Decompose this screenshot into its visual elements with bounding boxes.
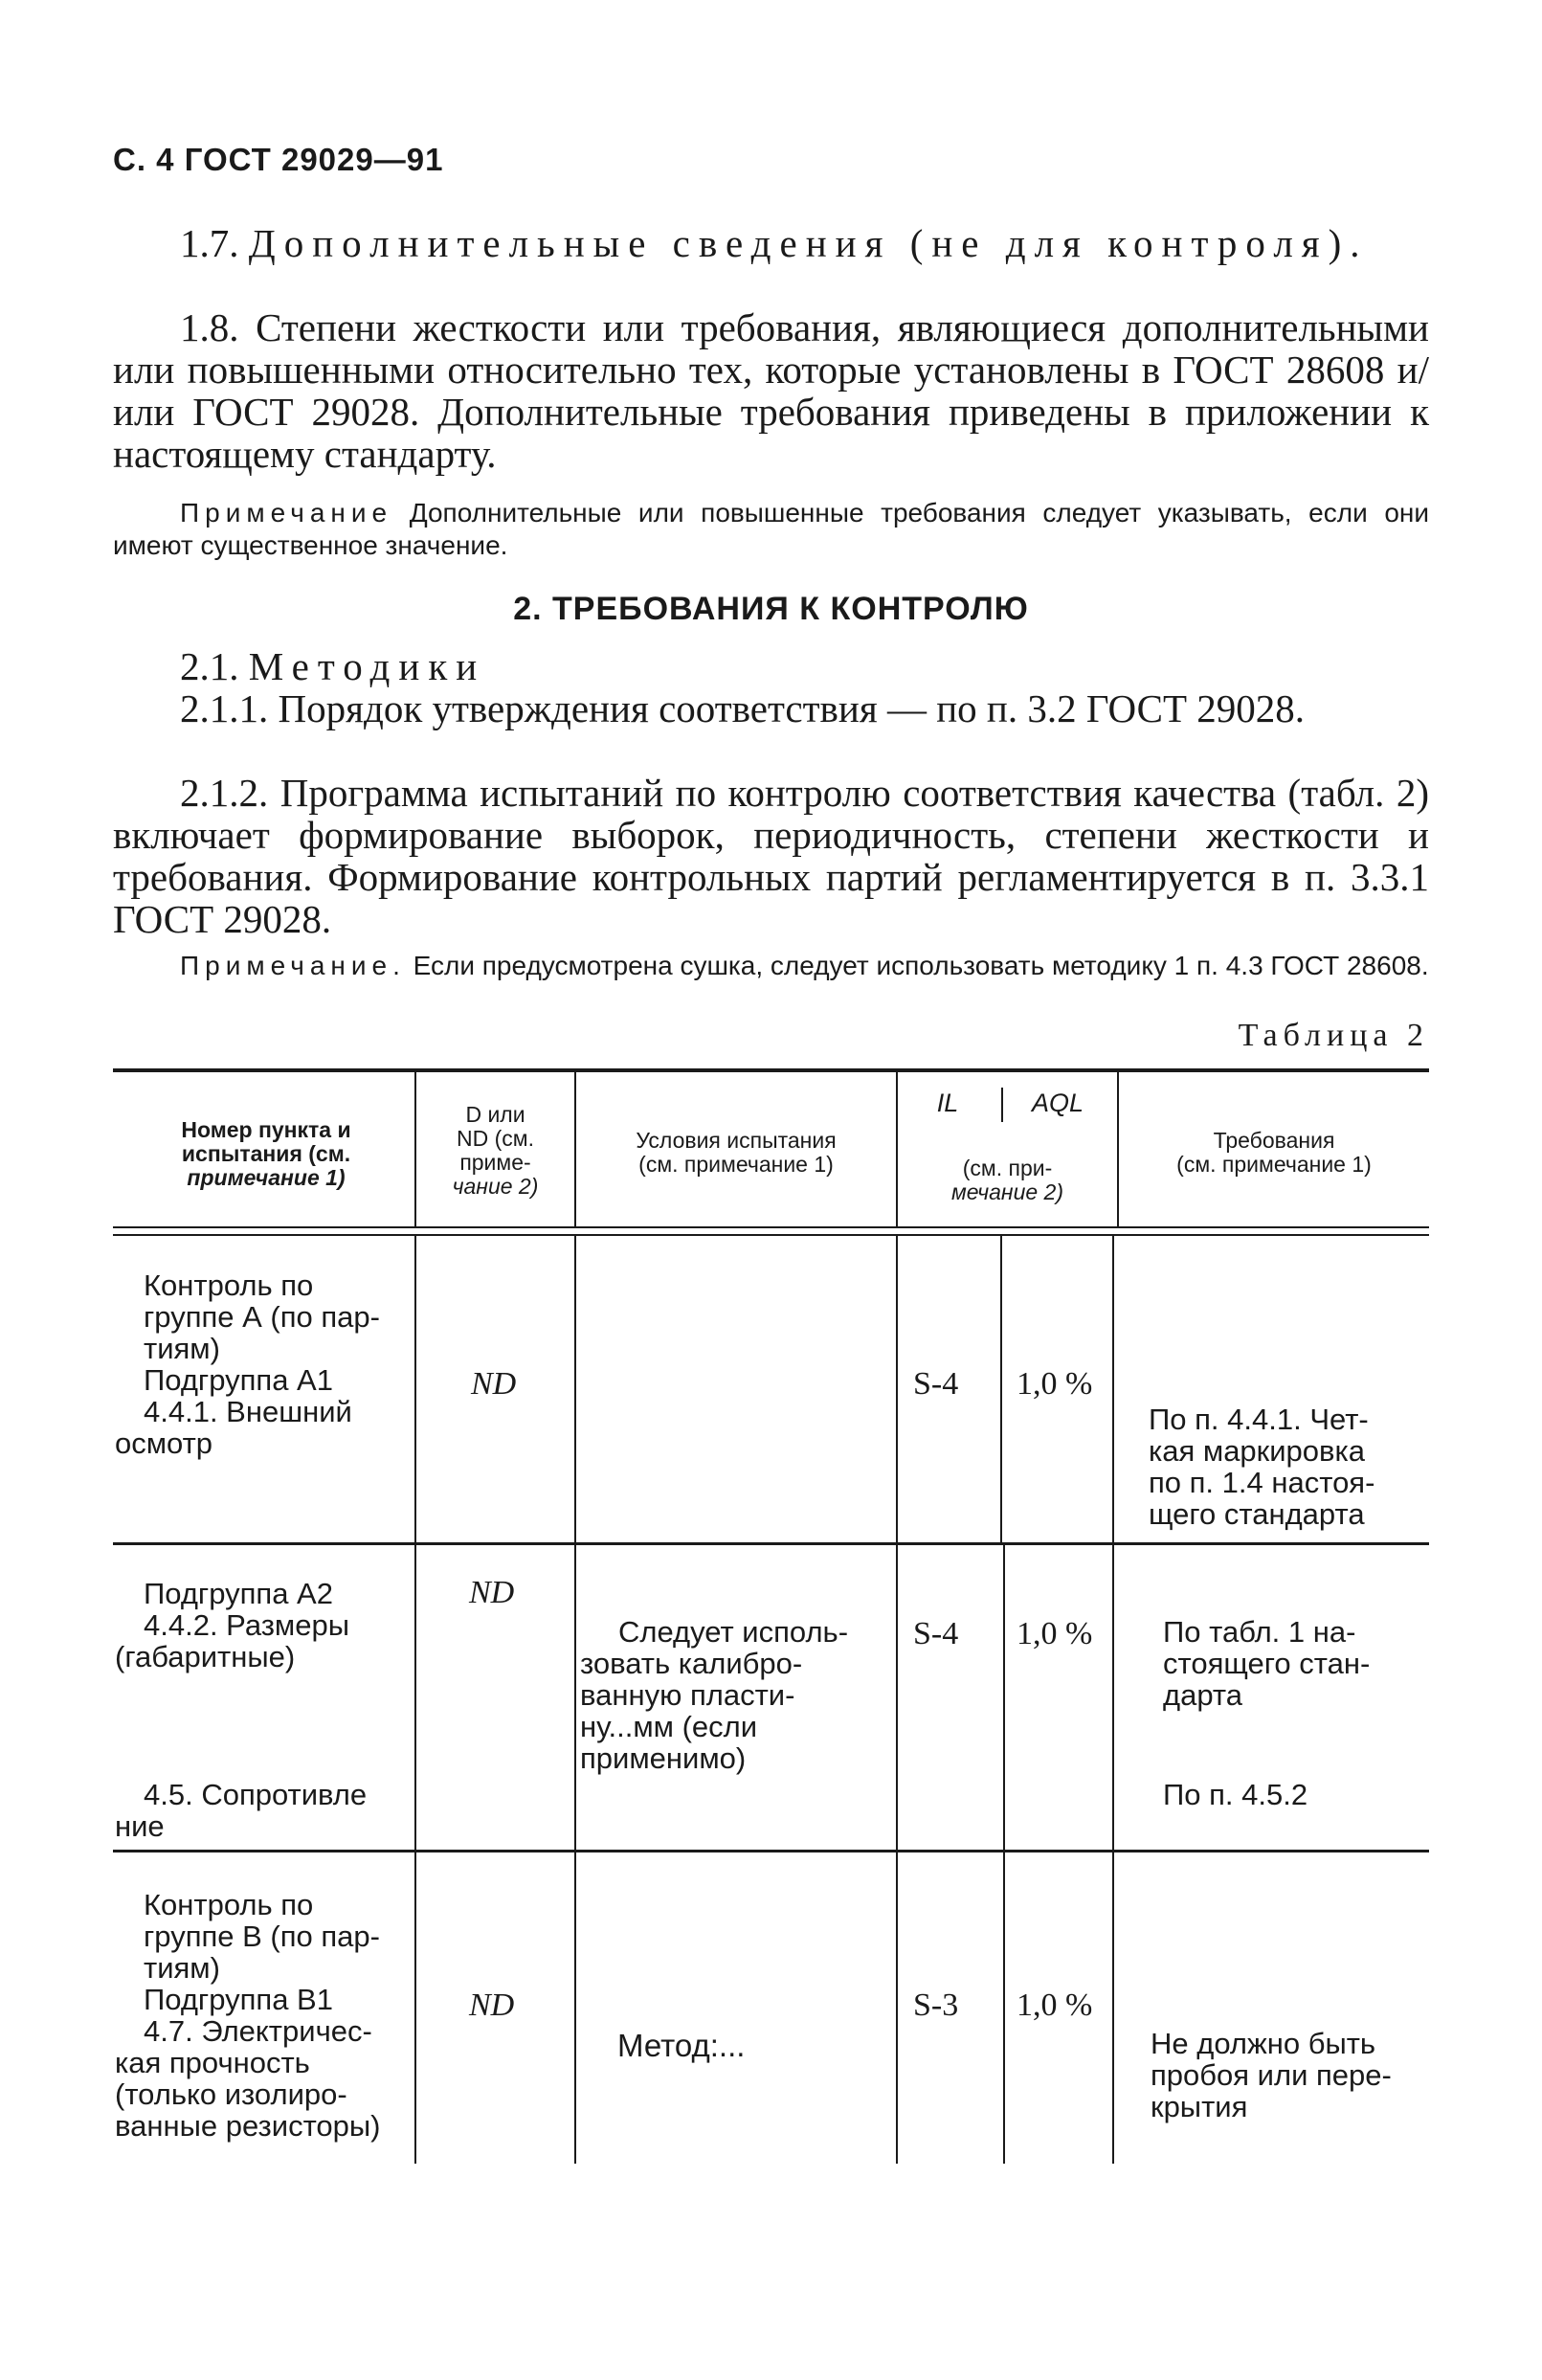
- cell-il: S-4: [913, 1616, 959, 1651]
- column-rule: [896, 1545, 898, 1850]
- column-rule: [574, 1072, 576, 1226]
- paragraph-1-7: [113, 222, 1429, 264]
- column-rule: [1000, 1236, 1002, 1542]
- header-rule: [113, 1226, 1429, 1228]
- note-1: [113, 497, 1429, 562]
- cell-conditions: Следует исполь- зовать калибро- ванную пласти- ну...мм (если применимо): [580, 1615, 849, 1775]
- header-il-aql-note: (см. при- мечание 2): [950, 1156, 1064, 1204]
- table-top-rule: [113, 1068, 1429, 1072]
- column-rule: [414, 1072, 416, 1226]
- paragraph-1-8: 1.8. Степени жесткости или требования, являющиеся дополнительными или повышенными относительно тех, которые установлены в ГОСТ 28608 и/или ГОСТ 29028. Дополнительные требования приведены в приложении к настоящему стандарту.: [113, 305, 1429, 476]
- column-rule: [1112, 1852, 1114, 2164]
- column-rule: [896, 1072, 898, 1226]
- paragraph-number: 1.7.: [180, 221, 239, 265]
- note-2: [113, 950, 1429, 982]
- cell-d-nd: ND: [469, 1575, 515, 1610]
- column-rule: [1003, 1545, 1005, 1850]
- cell-requirements: По п. 4.4.1. Чет- кая маркировка по п. 1.4 настоя- щего стандарта: [1149, 1403, 1375, 1531]
- column-rule: [1112, 1236, 1114, 1542]
- column-rule: [574, 1852, 576, 2164]
- cell-item-group-a2: Подгруппа А2 4.4.2. Размеры (габаритные): [115, 1577, 350, 1673]
- column-rule: [414, 1545, 416, 1850]
- il-aql-divider: [1001, 1088, 1003, 1122]
- cell-requirements: Не должно быть пробоя или пере- крытия: [1151, 2027, 1392, 2123]
- cell-il: S-4: [913, 1366, 959, 1402]
- paragraph-2-1: [113, 645, 1429, 687]
- cell-requirements: По табл. 1 на- стоящего стан- дарта: [1163, 1615, 1371, 1712]
- cell-d-nd: ND: [469, 1987, 515, 2023]
- cell-requirements-resistance: По п. 4.5.2: [1163, 1778, 1308, 1811]
- page-header: С. 4 ГОСТ 29029—91: [113, 142, 444, 177]
- note-text: Если предусмотрена сушка, следует использовать методику 1 п. 4.3 ГОСТ 28608.: [413, 951, 1429, 980]
- note-text: Дополнительные или повышенные требования следует указывать, если они имеют существенное значение.: [113, 498, 1429, 560]
- column-rule: [414, 1852, 416, 2164]
- cell-item-group-b: Контроль по группе В (по пар- тиям) Подгруппа В1 4.7. Электричес- кая прочность (только изолиро- ванные резисторы): [115, 1888, 381, 2143]
- column-rule: [574, 1545, 576, 1850]
- column-rule: [1117, 1072, 1119, 1226]
- cell-il: S-3: [913, 1987, 959, 2023]
- cell-d-nd: ND: [471, 1366, 517, 1402]
- cell-aql: 1,0 %: [1017, 1616, 1093, 1651]
- column-rule: [414, 1236, 416, 1542]
- note-label: Примечание: [180, 498, 393, 528]
- table-label: Таблица 2: [1238, 1018, 1429, 1053]
- paragraph-number: 2.1.: [180, 644, 239, 688]
- column-rule: [1112, 1545, 1114, 1850]
- row-rule: [113, 1542, 1429, 1545]
- header-d-nd: D или ND (см. приме- чание 2): [452, 1102, 539, 1199]
- header-rule: [113, 1234, 1429, 1236]
- header-aql: AQL: [1031, 1089, 1084, 1117]
- column-rule: [1003, 1852, 1005, 2164]
- column-rule: [896, 1236, 898, 1542]
- spaced-heading: Методики: [248, 644, 486, 688]
- header-il: IL: [936, 1089, 959, 1117]
- paragraph-2-1-1: 2.1.1. Порядок утверждения соответствия — по п. 3.2 ГОСТ 29028.: [180, 686, 1306, 730]
- cell-aql: 1,0 %: [1017, 1366, 1093, 1402]
- header-conditions: Условия испытания (см. примечание 1): [636, 1128, 837, 1177]
- section-title: 2. ТРЕБОВАНИЯ К КОНТРОЛЮ: [513, 591, 1029, 627]
- column-rule: [896, 1852, 898, 2164]
- row-rule: [113, 1850, 1429, 1852]
- header-requirements: Требования (см. примечание 1): [1176, 1128, 1372, 1177]
- paragraph-2-1-2: 2.1.2. Программа испытаний по контролю соответствия качества (табл. 2) включает формирование выборок, периодичность, степени жесткости и требования. Формирование контрольных партий регламентируется в п. 3.3.1 ГОСТ 29028.: [113, 771, 1429, 941]
- cell-aql: 1,0 %: [1017, 1987, 1093, 2023]
- cell-item-resistance: 4.5. Сопротивле ние: [115, 1778, 368, 1843]
- cell-item-group-a: Контроль по группе А (по пар- тиям) Подгруппа А1 4.4.1. Внешний осмотр: [115, 1269, 380, 1460]
- header-item-number: Номер пункта и испытания (см. примечание 1): [181, 1117, 351, 1190]
- note-label: Примечание.: [180, 951, 406, 980]
- column-rule: [574, 1236, 576, 1542]
- cell-conditions: Метод:...: [617, 2028, 746, 2063]
- spaced-heading: Дополнительные сведения (не для контроля).: [248, 221, 1369, 265]
